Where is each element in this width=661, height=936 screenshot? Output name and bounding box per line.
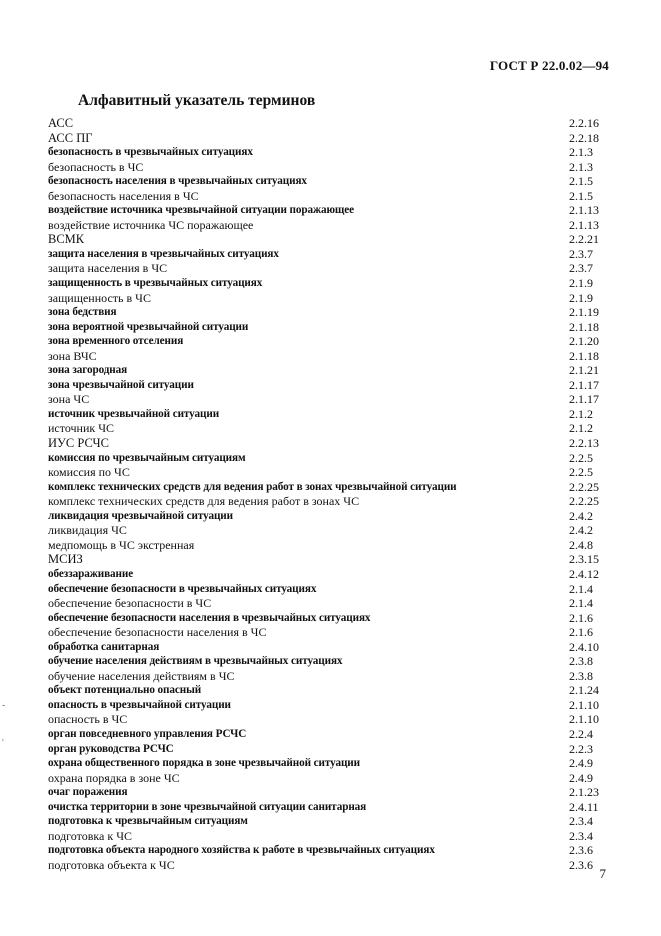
- index-code: 2.4.9: [569, 770, 593, 785]
- document-header: ГОСТ Р 22.0.02—94: [489, 58, 609, 73]
- index-entry: [48, 538, 618, 553]
- index-code: 2.4.2: [569, 508, 593, 523]
- margin-mark: -: [2, 700, 6, 711]
- index-entry: [48, 742, 618, 757]
- term-index: [48, 116, 618, 872]
- index-code: 2.1.5: [569, 188, 593, 203]
- index-code: 2.1.19: [569, 305, 599, 320]
- index-term: обеспечение безопасности в чрезвычайных ситуациях: [48, 582, 317, 595]
- index-term: объект потенциально опасный: [48, 684, 202, 697]
- index-term: охрана порядка в зоне ЧС: [48, 770, 180, 785]
- index-code: 2.2.13: [569, 436, 599, 451]
- index-entry: [48, 305, 618, 320]
- index-term: защищенность в ЧС: [48, 290, 151, 305]
- index-entry: [48, 523, 618, 538]
- index-term: очаг поражения: [48, 786, 128, 799]
- index-code: 2.4.8: [569, 537, 593, 552]
- index-term: воздействие источника чрезвычайной ситуации поражающее: [48, 204, 354, 217]
- index-term: АСС ПГ: [48, 130, 93, 145]
- index-term: комиссия по ЧС: [48, 465, 130, 480]
- index-code: 2.1.24: [569, 683, 599, 698]
- index-entry: [48, 858, 618, 873]
- index-code: 2.1.4: [569, 581, 593, 596]
- index-code: 2.1.21: [569, 363, 599, 378]
- index-code: 2.3.8: [569, 668, 593, 683]
- index-code: 2.2.25: [569, 479, 599, 494]
- index-code: 2.1.20: [569, 334, 599, 349]
- index-entry: [48, 800, 618, 815]
- index-term: зона чрезвычайной ситуации: [48, 378, 194, 391]
- index-entry: [48, 116, 618, 131]
- index-entry: [48, 625, 618, 640]
- index-term: подготовка объекта к ЧС: [48, 857, 175, 872]
- index-entry: [48, 131, 618, 146]
- index-entry: [48, 814, 618, 829]
- index-entry: [48, 334, 618, 349]
- index-entry: [48, 698, 618, 713]
- index-term: зона бедствия: [48, 306, 117, 319]
- index-code: 2.1.3: [569, 145, 593, 160]
- index-code: 2.4.10: [569, 639, 599, 654]
- page-title: Алфавитный указатель терминов: [78, 92, 316, 109]
- index-term: обеспечение безопасности в ЧС: [48, 596, 212, 611]
- index-entry: [48, 232, 618, 247]
- index-entry: [48, 378, 618, 393]
- index-term: обучение населения действиям в ЧС: [48, 668, 235, 683]
- index-term: опасность в чрезвычайной ситуации: [48, 698, 231, 711]
- index-term: безопасность в чрезвычайных ситуациях: [48, 146, 253, 159]
- index-term: подготовка объекта народного хозяйства к работе в чрезвычайных ситуациях: [48, 844, 435, 857]
- index-entry: [48, 654, 618, 669]
- index-entry: [48, 320, 618, 335]
- index-term: обеспечение безопасности населения в ЧС: [48, 625, 267, 640]
- index-code: 2.1.5: [569, 174, 593, 189]
- index-term: обеспечение безопасности населения в чрезвычайных ситуациях: [48, 611, 371, 624]
- index-term: обучение населения действиям в чрезвычайных ситуациях: [48, 655, 343, 668]
- index-code: 2.1.17: [569, 377, 599, 392]
- index-code: 2.3.15: [569, 552, 599, 567]
- index-code: 2.2.16: [569, 116, 599, 130]
- index-entry: [48, 494, 618, 509]
- index-entry: [48, 829, 618, 844]
- index-term: зона ЧС: [48, 392, 90, 407]
- index-term: очистка территории в зоне чрезвычайной ситуации санитарная: [48, 800, 367, 813]
- index-entry: [48, 160, 618, 175]
- index-code: 2.2.4: [569, 726, 593, 741]
- index-code: 2.1.2: [569, 421, 593, 436]
- index-code: 2.1.6: [569, 610, 593, 625]
- index-code: 2.3.6: [569, 857, 593, 872]
- index-entry: [48, 407, 618, 422]
- index-code: 2.1.4: [569, 596, 593, 611]
- index-term: безопасность населения в ЧС: [48, 188, 199, 203]
- index-code: 2.4.11: [569, 799, 599, 814]
- index-entry: [48, 465, 618, 480]
- index-entry: [48, 276, 618, 291]
- index-entry: [48, 785, 618, 800]
- index-term: орган повседневного управления РСЧС: [48, 727, 247, 740]
- index-term: зона временного отселения: [48, 335, 184, 348]
- page-number: 7: [599, 866, 606, 881]
- index-entry: [48, 712, 618, 727]
- index-term: зона вероятной чрезвычайной ситуации: [48, 320, 249, 333]
- index-code: 2.4.9: [569, 756, 593, 771]
- index-code: 2.3.8: [569, 654, 593, 669]
- index-term: ВСМК: [48, 232, 85, 247]
- index-entry: [48, 582, 618, 597]
- index-term: ИУС РСЧС: [48, 436, 109, 451]
- index-entry: [48, 669, 618, 684]
- index-term: защита населения в ЧС: [48, 261, 168, 276]
- index-term: ликвидация чрезвычайной ситуации: [48, 509, 233, 522]
- index-entry: [48, 480, 618, 495]
- index-term: орган руководства РСЧС: [48, 742, 174, 755]
- index-term: безопасность населения в чрезвычайных ситуациях: [48, 175, 307, 188]
- index-code: 2.1.18: [569, 319, 599, 334]
- index-entry: [48, 392, 618, 407]
- index-term: охрана общественного порядка в зоне чрезвычайной ситуации: [48, 757, 360, 770]
- index-entry: [48, 247, 618, 262]
- index-term: комплекс технических средств для ведения работ в зонах ЧС: [48, 494, 360, 509]
- index-entry: [48, 567, 618, 582]
- index-entry: [48, 509, 618, 524]
- index-term: воздействие источника ЧС поражающее: [48, 217, 254, 232]
- index-entry: [48, 640, 618, 655]
- index-term: зона ВЧС: [48, 348, 97, 363]
- index-term: ликвидация ЧС: [48, 523, 127, 538]
- index-term: медпомощь в ЧС экстренная: [48, 537, 195, 552]
- index-code: 2.1.2: [569, 406, 593, 421]
- index-code: 2.1.13: [569, 217, 599, 232]
- index-term: зона загородная: [48, 364, 128, 377]
- index-entry: [48, 451, 618, 466]
- index-code: 2.2.25: [569, 494, 599, 509]
- index-entry: [48, 771, 618, 786]
- index-code: 2.2.5: [569, 450, 593, 465]
- index-code: 2.1.18: [569, 348, 599, 363]
- index-term: источник чрезвычайной ситуации: [48, 407, 220, 420]
- index-code: 2.4.2: [569, 523, 593, 538]
- index-entry: [48, 727, 618, 742]
- index-code: 2.1.3: [569, 159, 593, 174]
- index-entry: [48, 291, 618, 306]
- index-code: 2.1.9: [569, 290, 593, 305]
- index-code: 2.3.4: [569, 828, 593, 843]
- index-entry: [48, 552, 618, 567]
- index-term: источник ЧС: [48, 421, 115, 436]
- index-code: 2.1.9: [569, 276, 593, 291]
- index-term: обработка санитарная: [48, 640, 160, 653]
- index-entry: [48, 174, 618, 189]
- index-entry: [48, 218, 618, 233]
- index-entry: [48, 145, 618, 160]
- index-entry: [48, 189, 618, 204]
- index-term: подготовка к чрезвычайным ситуациям: [48, 815, 248, 828]
- index-code: 2.1.6: [569, 625, 593, 640]
- index-code: 2.2.18: [569, 130, 599, 145]
- index-entry: [48, 436, 618, 451]
- margin-mark: ': [2, 738, 4, 749]
- index-code: 2.1.17: [569, 392, 599, 407]
- index-entry: [48, 756, 618, 771]
- index-entry: [48, 611, 618, 626]
- index-entry: [48, 363, 618, 378]
- index-code: 2.1.13: [569, 203, 599, 218]
- index-entry: [48, 203, 618, 218]
- index-term: защита населения в чрезвычайных ситуациях: [48, 247, 279, 260]
- index-code: 2.2.3: [569, 741, 593, 756]
- index-term: опасность в ЧС: [48, 712, 128, 727]
- index-term: безопасность в ЧС: [48, 159, 144, 174]
- index-entry: [48, 683, 618, 698]
- index-entry: [48, 421, 618, 436]
- index-code: 2.2.21: [569, 232, 599, 247]
- index-entry: [48, 261, 618, 276]
- index-term: защищенность в чрезвычайных ситуациях: [48, 277, 263, 290]
- index-code: 2.1.23: [569, 785, 599, 800]
- index-entry: [48, 843, 618, 858]
- index-code: 2.4.12: [569, 566, 599, 581]
- index-entry: [48, 349, 618, 364]
- index-code: 2.3.7: [569, 261, 593, 276]
- index-entry: [48, 596, 618, 611]
- index-code: 2.3.7: [569, 246, 593, 261]
- index-term: комиссия по чрезвычайным ситуациям: [48, 451, 246, 464]
- index-term: АСС: [48, 116, 74, 130]
- index-code: 2.3.4: [569, 814, 593, 829]
- index-code: 2.1.10: [569, 712, 599, 727]
- index-code: 2.2.5: [569, 465, 593, 480]
- index-code: 2.1.10: [569, 697, 599, 712]
- index-term: МСИЗ: [48, 552, 83, 567]
- index-term: комплекс технических средств для ведения работ в зонах чрезвычайной ситуации: [48, 480, 457, 493]
- index-term: обеззараживание: [48, 567, 134, 580]
- index-code: 2.3.6: [569, 843, 593, 858]
- index-term: подготовка к ЧС: [48, 828, 133, 843]
